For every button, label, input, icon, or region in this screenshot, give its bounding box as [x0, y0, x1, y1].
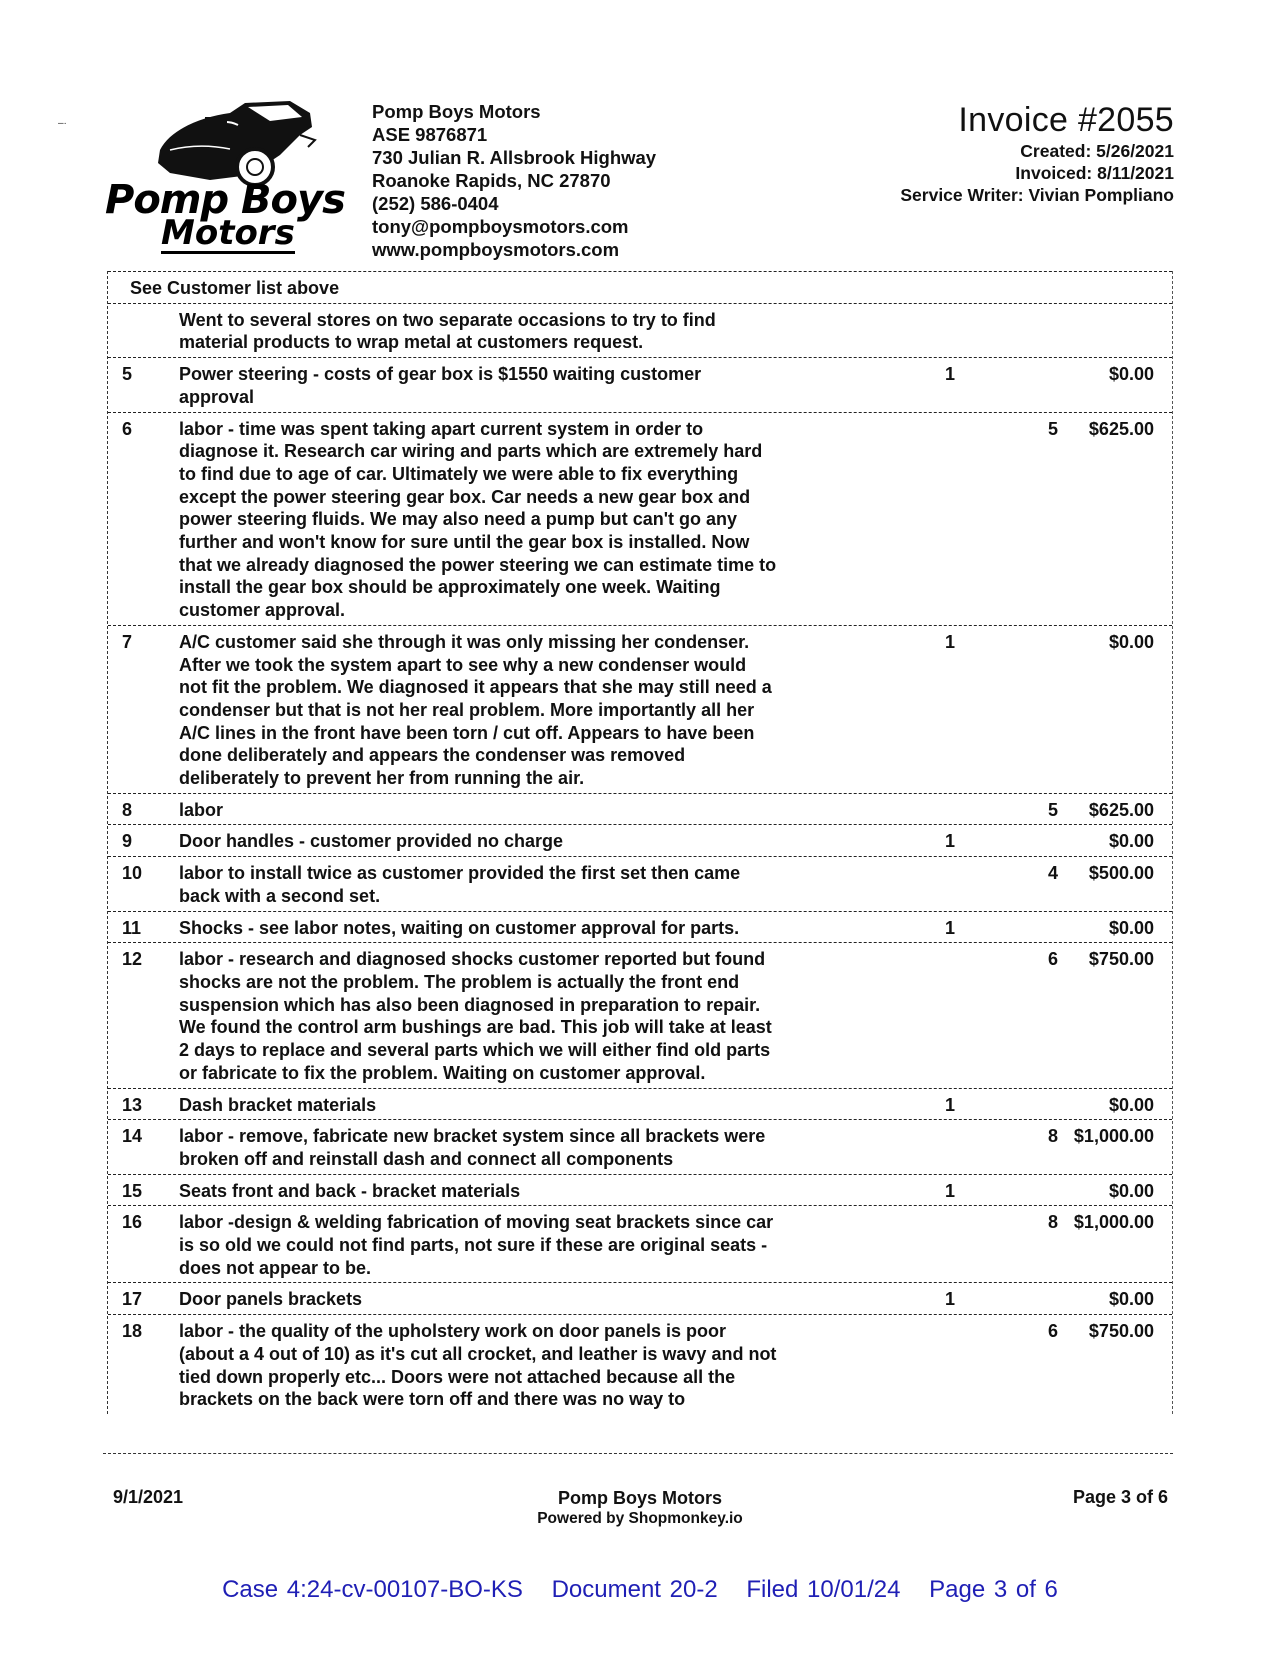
- invoice-created: Created: 5/26/2021: [1020, 141, 1174, 161]
- line-number: 17: [122, 1289, 143, 1310]
- line-description: labor: [179, 799, 224, 820]
- filed-date: Filed 10/01/24: [746, 1576, 901, 1603]
- footer-company: Pomp Boys Motors: [557, 1488, 722, 1508]
- line-number: 9: [122, 831, 133, 852]
- line-parts-qty: 1: [944, 364, 955, 385]
- table-row: [108, 1120, 1172, 1174]
- line-price: $1,000.00: [1073, 1212, 1154, 1233]
- table-row: [108, 1315, 1172, 1414]
- line-description: labor - the quality of the upholstery work on door panels is poor (about a 4 out of 10) as it's cut all crocket, and leather is wavy and not tied down properly etc... Doors were not attached because all the brackets on the back were torn off and there was no way to: [179, 1321, 777, 1410]
- line-price: $0.00: [1108, 1180, 1154, 1201]
- table-row: [108, 1175, 1172, 1207]
- table-row: [108, 857, 1172, 911]
- line-price: $750.00: [1088, 949, 1154, 970]
- line-price: $0.00: [1108, 1094, 1154, 1115]
- table-row: [108, 413, 1172, 626]
- line-price: $750.00: [1088, 1321, 1154, 1342]
- logo-text-line1: Pomp Boys: [105, 177, 345, 223]
- invoice-invoiced: Invoiced: 8/11/2021: [1015, 163, 1174, 183]
- table-row: [108, 794, 1172, 826]
- case-number: Case 4:24-cv-00107-BO-KS: [222, 1576, 523, 1603]
- line-description: labor -design & welding fabrication of moving seat brackets since car is so old we could not find parts, not sure if these are original seats - does not appear to be.: [179, 1212, 774, 1278]
- customer-note: See Customer list above: [130, 278, 340, 298]
- line-number: 10: [122, 863, 143, 884]
- table-row: [108, 1089, 1172, 1121]
- line-price: $625.00: [1088, 418, 1154, 439]
- line-number: 16: [122, 1212, 143, 1233]
- document-number: Document 20-2: [551, 1576, 718, 1603]
- company-address-line1: 730 Julian R. Allsbrook Highway: [372, 147, 657, 168]
- table-row: [108, 304, 1172, 358]
- table-row: [108, 626, 1172, 794]
- logo-text-line2: Motors: [161, 213, 295, 253]
- line-description: Door handles - customer provided no charge: [179, 831, 564, 852]
- line-description: Seats front and back - bracket materials: [179, 1180, 521, 1201]
- line-number: 5: [122, 364, 133, 385]
- line-labor-hours: 5: [1047, 799, 1058, 820]
- line-description: labor - remove, fabricate new bracket system since all brackets were broken off and reinstall dash and connect all components: [179, 1126, 766, 1169]
- line-number: 6: [122, 418, 133, 439]
- line-price: $0.00: [1108, 831, 1154, 852]
- line-price: $1,000.00: [1073, 1126, 1154, 1147]
- scan-speck: –·: [58, 118, 67, 129]
- line-price: $0.00: [1108, 631, 1154, 652]
- line-price: $500.00: [1088, 863, 1154, 884]
- car-logo-icon: [150, 95, 320, 190]
- line-labor-hours: 8: [1047, 1212, 1058, 1233]
- line-description: Dash bracket materials: [179, 1094, 377, 1115]
- line-number: 11: [122, 917, 142, 938]
- line-description: labor - time was spent taking apart current system in order to diagnose it. Research car wiring and parts which are extremely hard to find due to age of car. Ultimately we were able to fix everything except the power steering gear box. Car needs a new gear box and power steering fluids. We may also need a pump but can't go any further and won't know for sure until the gear box is installed. Now that we already diagnosed the power steering we can estimate time to install the gear box should be approximately one week. Waiting customer approval.: [179, 418, 777, 621]
- line-number: 13: [122, 1094, 143, 1115]
- table-row: [108, 358, 1172, 412]
- line-price: $0.00: [1108, 1289, 1154, 1310]
- footer-date: 9/1/2021: [113, 1487, 184, 1507]
- line-description: A/C customer said she through it was only missing her condenser. After we took the system apart to see why a new condenser would not fit the problem. We diagnosed it appears that she may still need a condenser but that is not her real problem. More importantly all her A/C lines in the front have been torn / cut off. Appears to have been done deliberately and appears the condenser was removed deliberately to prevent her from running the air.: [179, 631, 772, 789]
- stamp-page: Page 3 of 6: [929, 1576, 1058, 1603]
- line-labor-hours: 6: [1047, 949, 1058, 970]
- line-price: $625.00: [1088, 799, 1154, 820]
- table-row: [108, 1283, 1172, 1315]
- line-number: 14: [122, 1126, 143, 1147]
- line-description: labor - research and diagnosed shocks customer reported but found shocks are not the problem. The problem is actually the front end suspension which has also been diagnosed in preparation to repair. We found the control arm bushings are bad. This job will take at least 2 days to replace and several parts which we will either find old parts or fabricate to fix the problem. Waiting on customer approval.: [179, 949, 772, 1083]
- line-number: 18: [122, 1321, 143, 1342]
- line-number: 15: [122, 1180, 143, 1201]
- company-logo: [105, 95, 365, 253]
- invoice-header: [900, 100, 1174, 206]
- line-description: Shocks - see labor notes, waiting on customer approval for parts.: [179, 917, 740, 938]
- line-description: labor to install twice as customer provided the first set then came back with a second set.: [179, 863, 741, 906]
- line-description: Power steering - costs of gear box is $1550 waiting customer approval: [179, 364, 702, 407]
- line-parts-qty: 1: [944, 1094, 955, 1115]
- company-address-line2: Roanoke Rapids, NC 27870: [372, 170, 611, 191]
- line-labor-hours: 4: [1047, 863, 1058, 884]
- line-number: 7: [122, 631, 133, 652]
- line-parts-qty: 1: [944, 631, 955, 652]
- invoice-service-writer: Service Writer: Vivian Pompliano: [900, 185, 1174, 205]
- line-items-table: [107, 271, 1173, 1414]
- company-info: [372, 100, 656, 261]
- line-labor-hours: 5: [1047, 418, 1058, 439]
- customer-note-row: [108, 271, 1172, 304]
- line-parts-qty: 1: [944, 831, 955, 852]
- company-name: Pomp Boys Motors: [372, 101, 541, 122]
- court-filing-stamp: [0, 1576, 1280, 1604]
- table-row: [108, 825, 1172, 857]
- company-ase: ASE 9876871: [372, 124, 488, 145]
- company-website: www.pompboysmotors.com: [372, 239, 620, 260]
- line-parts-qty: 1: [944, 917, 955, 938]
- line-number: 8: [122, 799, 133, 820]
- line-price: $0.00: [1108, 364, 1154, 385]
- table-row: [108, 1206, 1172, 1283]
- company-phone: (252) 586-0404: [372, 193, 499, 214]
- line-description: Door panels brackets: [179, 1289, 363, 1310]
- line-labor-hours: 6: [1047, 1321, 1058, 1342]
- company-email: tony@pompboysmotors.com: [372, 216, 629, 237]
- line-parts-qty: 1: [944, 1289, 955, 1310]
- footer-page-number: Page 3 of 6: [1072, 1487, 1168, 1507]
- line-parts-qty: 1: [944, 1180, 955, 1201]
- line-price: $0.00: [1108, 917, 1154, 938]
- table-row: [108, 943, 1172, 1088]
- line-description: Went to several stores on two separate occasions to try to find material products to wrap metal at customers request.: [179, 309, 716, 353]
- table-bottom-divider: [103, 1453, 1173, 1454]
- invoice-title: Invoice #2055: [958, 101, 1174, 139]
- line-labor-hours: 8: [1047, 1126, 1058, 1147]
- table-row: [108, 912, 1172, 944]
- line-number: 12: [122, 949, 143, 970]
- footer-powered-by: Powered by Shopmonkey.io: [537, 1510, 743, 1527]
